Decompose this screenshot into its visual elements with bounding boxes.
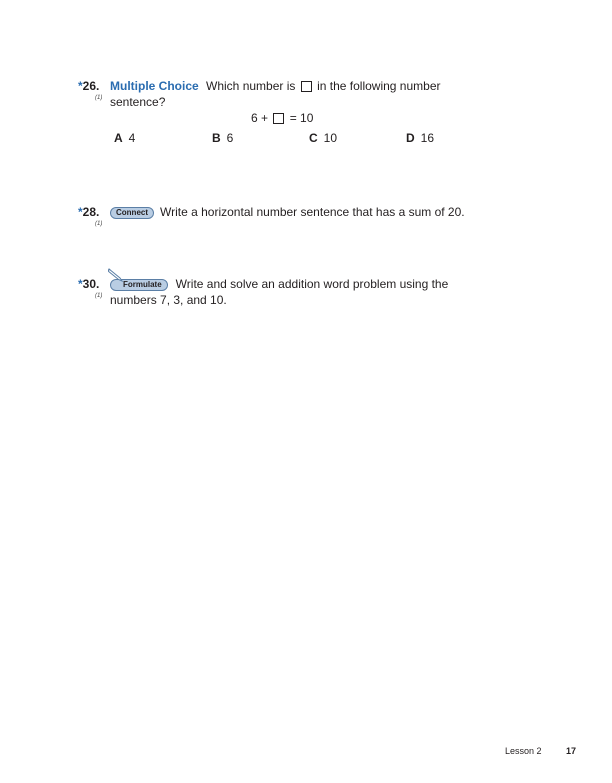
choice-b[interactable]: [212, 130, 233, 146]
choice-c[interactable]: [309, 130, 337, 146]
pencil-icon: [108, 268, 124, 282]
choice-d[interactable]: [406, 130, 434, 146]
problem-number-text: 28.: [82, 205, 100, 219]
equation-left: 6 +: [251, 111, 269, 125]
question-text: Write a horizontal number sentence that has a sum of 20.: [160, 205, 465, 219]
question-text-after: in the following number sentence?: [110, 79, 441, 109]
problem-text: [110, 78, 490, 110]
equation-right: = 10: [289, 111, 314, 125]
choice-value: 4: [128, 131, 136, 145]
problem-text: [110, 276, 480, 308]
star-marker: *: [78, 205, 83, 219]
formulate-badge: Formulate: [110, 279, 168, 291]
question-text: Write and solve an addition word problem using the numbers 7, 3, and 10.: [110, 277, 449, 307]
problem-text: [110, 204, 530, 220]
question-text-before: Which number is: [206, 79, 296, 93]
lesson-reference: (1): [95, 293, 103, 299]
choice-letter: C: [309, 131, 318, 145]
lesson-reference: (1): [95, 221, 103, 227]
problem-number-text: 26.: [82, 79, 100, 93]
lesson-reference: (1): [95, 95, 103, 101]
formulate-badge-wrap: [110, 276, 174, 292]
choice-letter: D: [406, 131, 415, 145]
star-marker: *: [78, 277, 83, 291]
blank-box-icon: [273, 113, 284, 124]
choice-a[interactable]: [114, 130, 135, 146]
multiple-choice-label: Multiple Choice: [110, 79, 199, 93]
page-number: 17: [566, 746, 577, 756]
number-sentence: [251, 110, 313, 126]
choice-value: 10: [323, 131, 338, 145]
star-marker: *: [78, 79, 83, 93]
choice-letter: B: [212, 131, 221, 145]
choice-value: 6: [226, 131, 234, 145]
connect-badge: Connect: [110, 207, 154, 219]
problem-number-text: 30.: [82, 277, 100, 291]
choice-letter: A: [114, 131, 123, 145]
blank-box-icon: [301, 81, 312, 92]
choice-value: 16: [420, 131, 435, 145]
footer-lesson: Lesson 2: [505, 746, 542, 756]
